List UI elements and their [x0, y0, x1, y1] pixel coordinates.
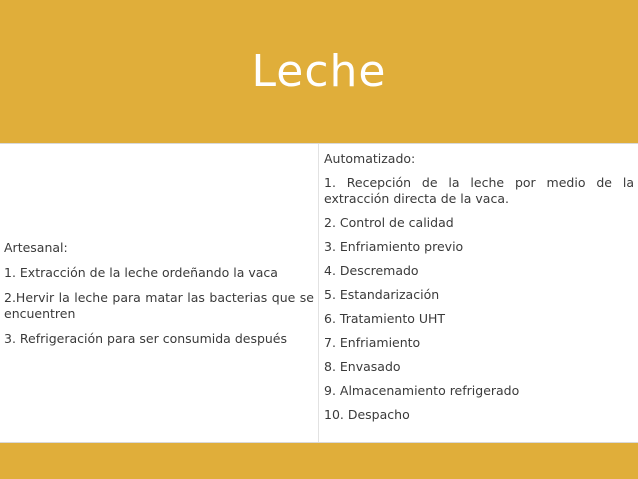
column-divider	[318, 144, 319, 442]
slide-title: Leche	[251, 46, 387, 97]
footer-band	[0, 443, 638, 479]
automatizado-step: 7. Enfriamiento	[324, 335, 421, 350]
artesanal-step: 2.Hervir la leche para matar las bacterias que se encuentren	[4, 289, 314, 321]
artesanal-heading: Artesanal:	[4, 239, 68, 255]
artesanal-step: 1. Extracción de la leche ordeñando la vaca	[4, 264, 278, 280]
title-band	[0, 0, 638, 143]
automatizado-column	[324, 151, 634, 431]
automatizado-heading: Automatizado:	[324, 151, 416, 166]
automatizado-step: 9. Almacenamiento refrigerado	[324, 383, 520, 398]
automatizado-step: 10. Despacho	[324, 407, 410, 422]
automatizado-step: 6. Tratamiento UHT	[324, 311, 446, 326]
artesanal-column	[4, 144, 314, 442]
automatizado-step: 5. Estandarización	[324, 287, 440, 302]
automatizado-step: 3. Enfriamiento previo	[324, 239, 464, 254]
automatizado-step: 2. Control de calidad	[324, 215, 454, 230]
artesanal-step: 3. Refrigeración para ser consumida después	[4, 330, 288, 346]
automatizado-step: 4. Descremado	[324, 263, 419, 278]
automatizado-step: 8. Envasado	[324, 359, 401, 374]
automatizado-step: 1. Recepción de la leche por medio de la extracción directa de la vaca.	[324, 175, 634, 206]
comparison-table	[0, 143, 638, 443]
